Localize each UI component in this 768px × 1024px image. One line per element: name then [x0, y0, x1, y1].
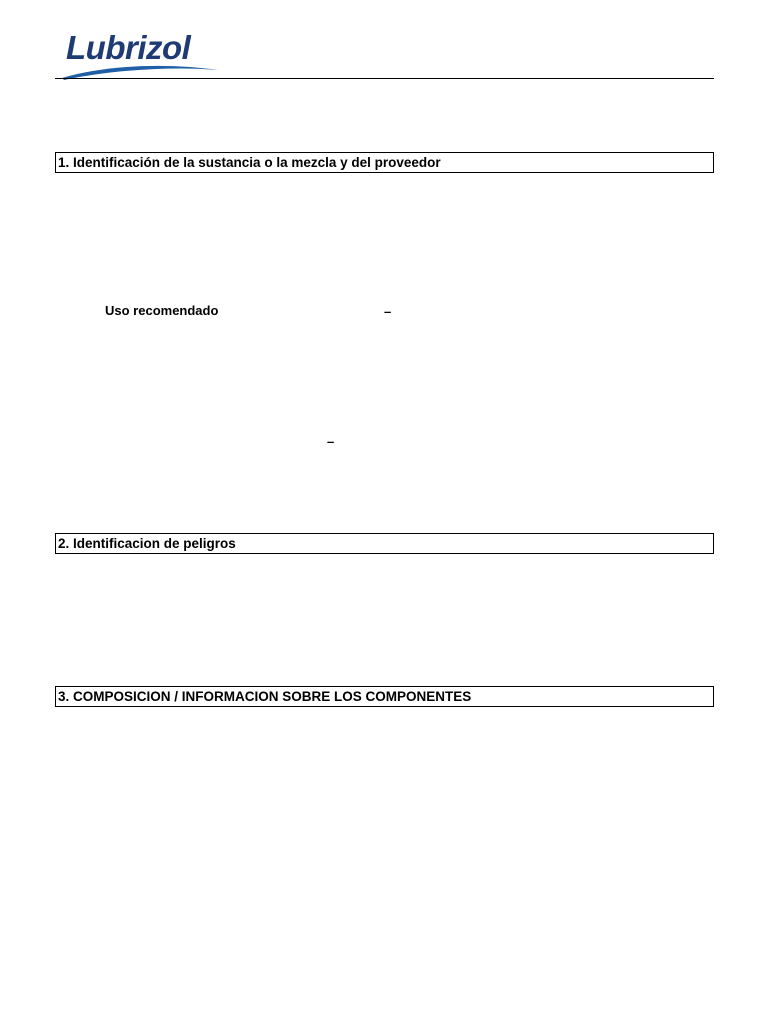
field-value: – — [327, 434, 335, 449]
section-1-heading: 1. Identificación de la sustancia o la mezcla y del proveedor — [55, 152, 714, 173]
logo-swoosh-icon — [62, 58, 222, 80]
recommended-use-value: – — [384, 304, 392, 319]
header-divider — [55, 78, 714, 79]
logo-wordmark: Lubrizol — [66, 29, 191, 66]
section-2-heading: 2. Identificacion de peligros — [55, 533, 714, 554]
section-3-heading: 3. COMPOSICION / INFORMACION SOBRE LOS COMPONENTES — [55, 686, 714, 707]
lubrizol-logo — [62, 28, 222, 80]
recommended-use-label: Uso recomendado — [105, 303, 219, 318]
